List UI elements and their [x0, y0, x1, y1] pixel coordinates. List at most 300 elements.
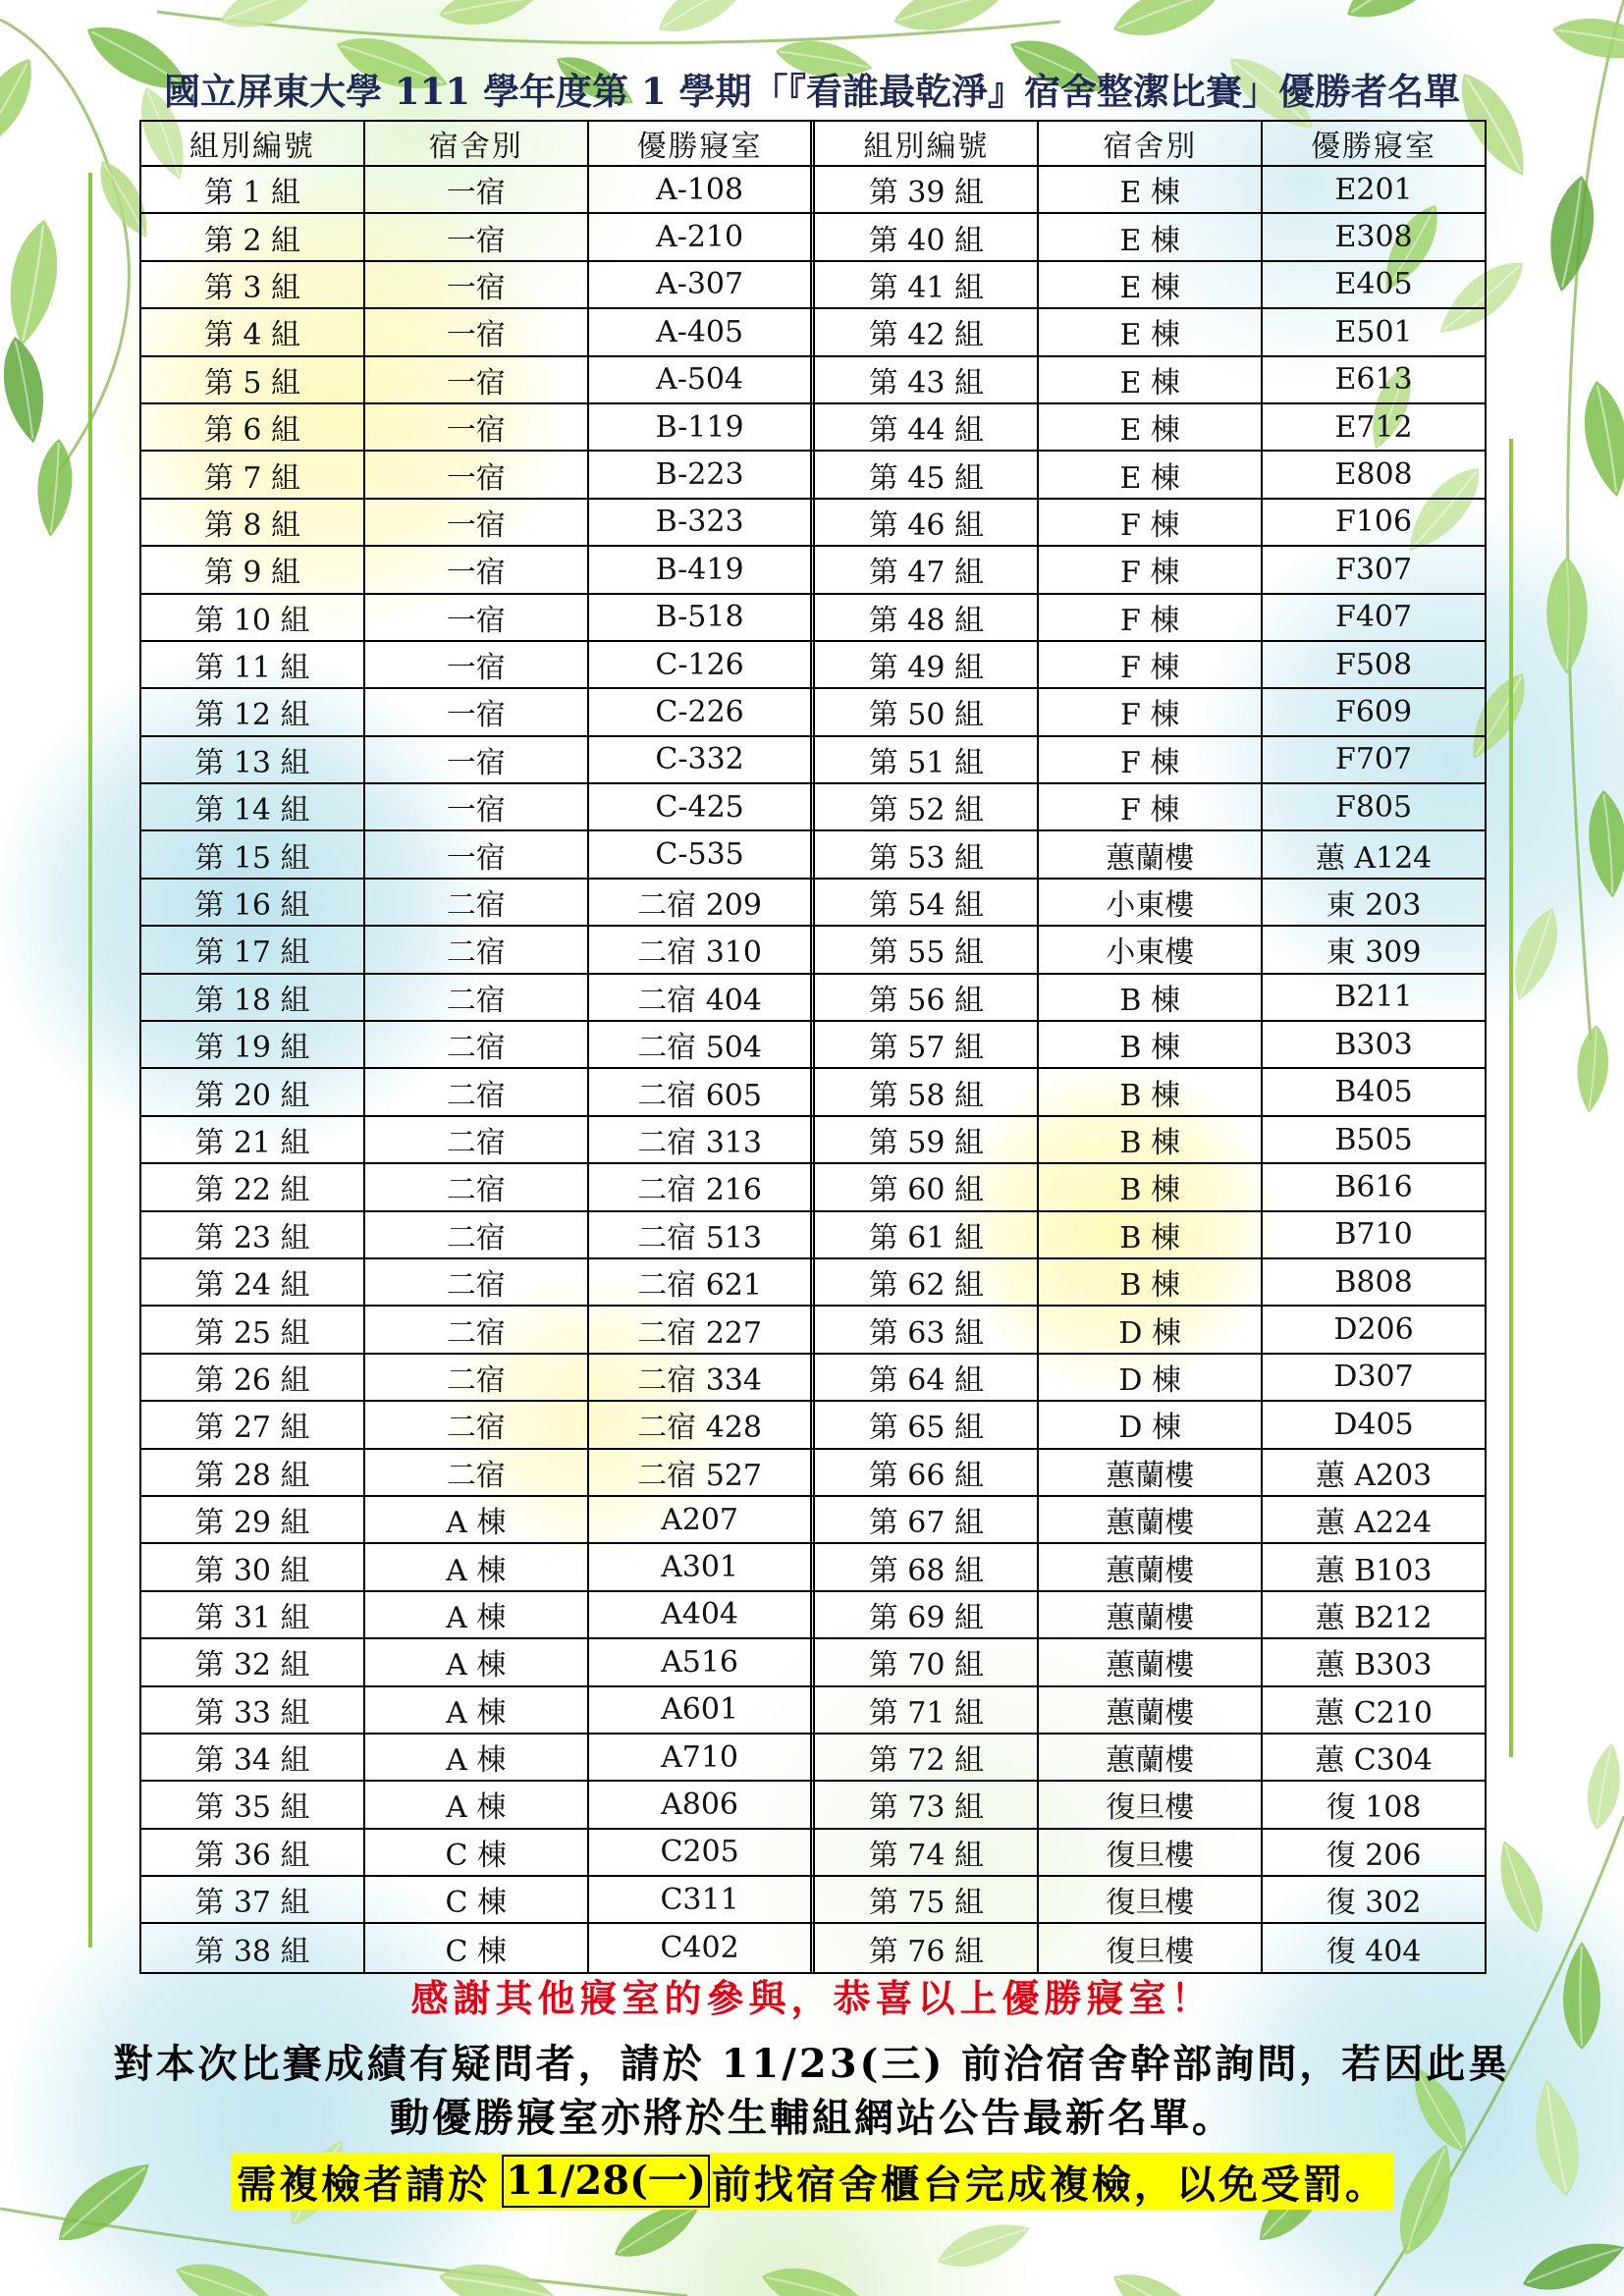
group-number-cell: 第 64 組: [815, 1355, 1039, 1400]
winning-room-cell: 東 203: [1326, 888, 1422, 924]
dorm-cell: A 棟: [365, 1497, 589, 1542]
winning-room-cell: B303: [1334, 1027, 1413, 1062]
group-number-cell: 第 44 組: [815, 404, 1039, 450]
group-number-cell: 第 39 組: [815, 167, 1039, 212]
table-row: [141, 357, 1485, 404]
group-number-cell: 第 65 組: [815, 1402, 1039, 1447]
dorm-cell: 一宿: [365, 784, 589, 829]
winning-room-cell: 二宿 527: [589, 1450, 816, 1495]
group-number-cell: 第 35 組: [141, 1782, 365, 1827]
leaf-icon: [33, 437, 76, 538]
table-row: [141, 1259, 1485, 1307]
table-row: [141, 784, 1485, 831]
table-row: [141, 1307, 1485, 1354]
group-number-cell: 第 66 組: [815, 1450, 1039, 1495]
winning-room-cell: B405: [1334, 1075, 1413, 1110]
dorm-cell: 復旦樓: [1039, 1782, 1263, 1827]
winning-room-cell: A516: [589, 1639, 816, 1684]
group-number-cell: 第 37 組: [141, 1877, 365, 1922]
group-number-cell: 第 15 組: [141, 831, 365, 877]
group-number-cell: 第 49 組: [815, 642, 1039, 687]
winning-room-cell: A710: [589, 1735, 816, 1780]
dorm-cell: E 棟: [1039, 452, 1263, 497]
dorm-cell: B 棟: [1039, 1212, 1263, 1257]
winning-room-cell: 二宿 209: [589, 880, 816, 925]
dorm-cell: 一宿: [365, 831, 589, 877]
table-row: [141, 404, 1485, 452]
winning-room-cell: A207: [589, 1497, 816, 1542]
dorm-cell: 小東樓: [1039, 927, 1263, 972]
group-number-cell: 第 47 組: [815, 547, 1039, 592]
dorm-cell: E 棟: [1039, 357, 1263, 402]
winning-room-cell: A-307: [589, 262, 816, 307]
winning-room-cell: 復 108: [1326, 1790, 1422, 1826]
dorm-cell: F 棟: [1039, 547, 1263, 592]
dorm-cell: 一宿: [365, 214, 589, 259]
winning-room-cell: B505: [1334, 1122, 1413, 1157]
dorm-cell: 二宿: [365, 1164, 589, 1209]
dorm-cell: A 棟: [365, 1592, 589, 1637]
winning-room-cell: F407: [1335, 600, 1413, 635]
group-number-cell: 第 10 組: [141, 595, 365, 640]
group-number-cell: 第 56 組: [815, 975, 1039, 1020]
leaf-icon: [1546, 557, 1587, 674]
table-row: [141, 1735, 1485, 1782]
winning-room-cell: 蕙 B212: [1315, 1600, 1433, 1635]
table-row: [141, 262, 1485, 309]
dorm-cell: E 棟: [1039, 262, 1263, 307]
leaf-icon: [1549, 11, 1624, 66]
leaf-icon: [1517, 2230, 1624, 2296]
header-winning-room: 優勝寢室: [1311, 130, 1437, 164]
winning-room-cell: B-223: [589, 452, 816, 497]
inquiry-note-line-2: 動優勝寢室亦將於生輔組網站公告最新名單。: [390, 2095, 1234, 2141]
dorm-cell: F 棟: [1039, 737, 1263, 782]
winning-room-cell: 蕙 C304: [1315, 1743, 1433, 1779]
group-number-cell: 第 42 組: [815, 309, 1039, 354]
dorm-cell: C 棟: [365, 1877, 589, 1922]
winning-room-cell: B-518: [589, 595, 816, 640]
group-number-cell: 第 51 組: [815, 737, 1039, 782]
leaf-icon: [1489, 1835, 1554, 1939]
dorm-cell: 二宿: [365, 1069, 589, 1114]
group-number-cell: 第 32 組: [141, 1639, 365, 1684]
winning-room-cell: E201: [1334, 172, 1413, 207]
winning-room-cell: 復 404: [1326, 1934, 1422, 1969]
winning-room-cell: 二宿 513: [589, 1212, 816, 1257]
group-number-cell: 第 57 組: [815, 1022, 1039, 1067]
winning-room-cell: 二宿 334: [589, 1355, 816, 1400]
group-number-cell: 第 16 組: [141, 880, 365, 925]
winning-room-cell: 二宿 621: [589, 1259, 816, 1305]
winning-room-cell: A-108: [589, 167, 816, 212]
leaf-icon: [1105, 2261, 1217, 2296]
group-number-cell: 第 7 組: [141, 452, 365, 497]
group-number-cell: 第 2 組: [141, 214, 365, 259]
group-number-cell: 第 45 組: [815, 452, 1039, 497]
dorm-cell: 蕙蘭樓: [1039, 1592, 1263, 1637]
winning-room-cell: 蕙 B103: [1315, 1553, 1433, 1588]
left-decor-line: [88, 173, 92, 1948]
winning-room-cell: B-119: [589, 404, 816, 450]
group-number-cell: 第 75 組: [815, 1877, 1039, 1922]
winning-room-cell: 蕙 B303: [1315, 1648, 1433, 1683]
dorm-cell: 二宿: [365, 975, 589, 1020]
leaf-icon: [1574, 1024, 1612, 1114]
group-number-cell: 第 20 組: [141, 1069, 365, 1114]
winning-room-cell: F508: [1335, 647, 1413, 682]
group-number-cell: 第 60 組: [815, 1164, 1039, 1209]
group-number-cell: 第 34 組: [141, 1735, 365, 1780]
dorm-cell: B 棟: [1039, 1117, 1263, 1162]
group-number-cell: 第 22 組: [141, 1164, 365, 1209]
winning-room-cell: A-405: [589, 309, 816, 354]
winning-room-cell: E308: [1334, 220, 1413, 255]
group-number-cell: 第 4 組: [141, 309, 365, 354]
table-row: [141, 689, 1485, 736]
dorm-cell: 一宿: [365, 167, 589, 212]
winning-room-cell: C-535: [589, 831, 816, 877]
winning-room-cell: A301: [589, 1544, 816, 1589]
header-dorm: 宿舍別: [365, 122, 589, 165]
winning-room-cell: 二宿 310: [589, 927, 816, 972]
dorm-cell: F 棟: [1039, 784, 1263, 829]
dorm-cell: 一宿: [365, 357, 589, 402]
table-row: [141, 1877, 1485, 1924]
dorm-cell: 蕙蘭樓: [1039, 1497, 1263, 1542]
group-number-cell: 第 67 組: [815, 1497, 1039, 1542]
winning-room-cell: A-210: [589, 214, 816, 259]
group-number-cell: 第 38 組: [141, 1924, 365, 1971]
table-row: [141, 1924, 1485, 1971]
thanks-message: 感謝其他寢室的參與，恭喜以上優勝寢室！: [410, 1976, 1214, 2020]
winning-room-cell: A601: [589, 1687, 816, 1733]
group-number-cell: 第 9 組: [141, 547, 365, 592]
dorm-cell: A 棟: [365, 1735, 589, 1780]
dorm-cell: 二宿: [365, 1402, 589, 1447]
group-number-cell: 第 69 組: [815, 1592, 1039, 1637]
winning-room-cell: F307: [1335, 552, 1413, 587]
group-number-cell: 第 8 組: [141, 500, 365, 545]
dorm-cell: D 棟: [1039, 1402, 1263, 1447]
winning-room-cell: 東 309: [1326, 935, 1422, 971]
table-row: [141, 1117, 1485, 1164]
dorm-cell: F 棟: [1039, 642, 1263, 687]
group-number-cell: 第 3 組: [141, 262, 365, 307]
group-number-cell: 第 53 組: [815, 831, 1039, 877]
dorm-cell: 二宿: [365, 1212, 589, 1257]
winning-room-cell: C311: [589, 1877, 816, 1922]
leaf-icon: [435, 2257, 558, 2296]
group-number-cell: 第 33 組: [141, 1687, 365, 1733]
leaf-icon: [757, 2259, 871, 2296]
leaf-icon: [650, 0, 762, 45]
dorm-cell: F 棟: [1039, 689, 1263, 734]
table-row: [141, 1355, 1485, 1402]
dorm-cell: C 棟: [365, 1830, 589, 1875]
dorm-cell: A 棟: [365, 1687, 589, 1733]
winning-room-cell: B211: [1334, 980, 1413, 1015]
table-row: [141, 1639, 1485, 1686]
group-number-cell: 第 30 組: [141, 1544, 365, 1589]
group-number-cell: 第 63 組: [815, 1307, 1039, 1352]
dorm-cell: B 棟: [1039, 1069, 1263, 1114]
winning-room-cell: 蕙 A203: [1315, 1458, 1433, 1493]
table-body: [141, 167, 1485, 1972]
leaf-icon: [1336, 0, 1469, 33]
table-row: [141, 1592, 1485, 1639]
table-row: [141, 1544, 1485, 1591]
group-number-cell: 第 5 組: [141, 357, 365, 402]
winning-room-cell: 復 302: [1326, 1886, 1422, 1921]
winning-room-cell: 二宿 313: [589, 1117, 816, 1162]
winning-room-cell: B616: [1334, 1169, 1413, 1204]
group-number-cell: 第 43 組: [815, 357, 1039, 402]
table-row: [141, 500, 1485, 547]
group-number-cell: 第 11 組: [141, 642, 365, 687]
group-number-cell: 第 24 組: [141, 1259, 365, 1305]
dorm-cell: 一宿: [365, 309, 589, 354]
dorm-cell: 復旦樓: [1039, 1830, 1263, 1875]
winning-room-cell: C402: [589, 1924, 816, 1971]
group-number-cell: 第 59 組: [815, 1117, 1039, 1162]
group-number-cell: 第 21 組: [141, 1117, 365, 1162]
winning-room-cell: 復 206: [1326, 1838, 1422, 1873]
leaf-icon: [170, 2252, 284, 2296]
table-row: [141, 1164, 1485, 1211]
group-number-cell: 第 13 組: [141, 737, 365, 782]
dorm-cell: 一宿: [365, 262, 589, 307]
table-row: [141, 167, 1485, 214]
leaf-icon: [1577, 377, 1624, 500]
group-number-cell: 第 74 組: [815, 1830, 1039, 1875]
winning-room-cell: 二宿 216: [589, 1164, 816, 1209]
winning-room-cell: E613: [1334, 362, 1413, 398]
group-number-cell: 第 55 組: [815, 927, 1039, 972]
dorm-cell: B 棟: [1039, 975, 1263, 1020]
leaf-icon: [1107, 0, 1231, 48]
table-row: [141, 737, 1485, 784]
winning-room-cell: D307: [1333, 1360, 1414, 1395]
dorm-cell: 一宿: [365, 452, 589, 497]
table-row: [141, 309, 1485, 356]
winning-room-cell: D405: [1333, 1407, 1414, 1442]
winning-room-cell: 二宿 227: [589, 1307, 816, 1352]
leaf-icon: [0, 334, 52, 447]
group-number-cell: 第 70 組: [815, 1639, 1039, 1684]
dorm-cell: B 棟: [1039, 1022, 1263, 1067]
winning-room-cell: E808: [1334, 457, 1413, 493]
winning-room-cell: 蕙 C210: [1315, 1695, 1433, 1731]
winning-room-cell: F805: [1335, 789, 1413, 825]
dorm-cell: 蕙蘭樓: [1039, 831, 1263, 877]
group-number-cell: 第 72 組: [815, 1735, 1039, 1780]
dorm-cell: 一宿: [365, 642, 589, 687]
table-row: [141, 1687, 1485, 1735]
group-number-cell: 第 25 組: [141, 1307, 365, 1352]
winning-room-cell: E501: [1334, 314, 1413, 349]
recheck-notice: [0, 2153, 1624, 2210]
dorm-cell: 一宿: [365, 689, 589, 734]
group-number-cell: 第 61 組: [815, 1212, 1039, 1257]
right-decor-line: [1509, 439, 1513, 1757]
winning-room-cell: B-419: [589, 547, 816, 592]
group-number-cell: 第 40 組: [815, 214, 1039, 259]
leaf-icon: [214, 0, 328, 39]
header-winning-room: 優勝寢室: [589, 122, 816, 165]
dorm-cell: A 棟: [365, 1639, 589, 1684]
group-number-cell: 第 14 組: [141, 784, 365, 829]
dorm-cell: 二宿: [365, 927, 589, 972]
dorm-cell: 二宿: [365, 880, 589, 925]
group-number-cell: 第 31 組: [141, 1592, 365, 1637]
group-number-cell: 第 12 組: [141, 689, 365, 734]
leaf-icon: [932, 2213, 1036, 2278]
group-number-cell: 第 28 組: [141, 1450, 365, 1495]
table-row: [141, 1450, 1485, 1497]
dorm-cell: 蕙蘭樓: [1039, 1687, 1263, 1733]
table-row: [141, 831, 1485, 879]
group-number-cell: 第 17 組: [141, 927, 365, 972]
group-number-cell: 第 29 組: [141, 1497, 365, 1542]
table-row: [141, 1212, 1485, 1259]
winning-room-cell: A-504: [589, 357, 816, 402]
dorm-cell: E 棟: [1039, 167, 1263, 212]
table-row: [141, 1497, 1485, 1544]
dorm-cell: 蕙蘭樓: [1039, 1544, 1263, 1589]
group-number-cell: 第 76 組: [815, 1924, 1039, 1971]
recheck-text-after: 前找宿舍櫃台完成複檢，以免受罰。: [711, 2161, 1387, 2208]
dorm-cell: E 棟: [1039, 214, 1263, 259]
winning-room-cell: B808: [1334, 1264, 1413, 1300]
winning-room-cell: F707: [1335, 742, 1413, 777]
winners-table: [139, 120, 1487, 1974]
dorm-cell: D 棟: [1039, 1355, 1263, 1400]
winning-room-cell: F106: [1335, 505, 1413, 540]
dorm-cell: 一宿: [365, 500, 589, 545]
dorm-cell: B 棟: [1039, 1164, 1263, 1209]
winning-room-cell: B710: [1334, 1217, 1413, 1253]
winning-room-cell: C205: [589, 1830, 816, 1875]
dorm-cell: E 棟: [1039, 404, 1263, 450]
group-number-cell: 第 48 組: [815, 595, 1039, 640]
dorm-cell: 二宿: [365, 1022, 589, 1067]
dorm-cell: C 棟: [365, 1924, 589, 1971]
header-dorm: 宿舍別: [1039, 122, 1263, 165]
recheck-highlight: [231, 2153, 1393, 2210]
recheck-date-box: 11/28(一): [502, 2155, 710, 2208]
group-number-cell: 第 54 組: [815, 880, 1039, 925]
page-title: 國立屏東大學 111 學年度第 1 學期「『看誰最乾淨』宿舍整潔比賽」優勝者名單: [163, 70, 1460, 113]
table-row: [141, 1782, 1485, 1829]
dorm-cell: 復旦樓: [1039, 1924, 1263, 1971]
winning-room-cell: 二宿 504: [589, 1022, 816, 1067]
winning-room-cell: D206: [1333, 1312, 1414, 1348]
table-row: [141, 595, 1485, 642]
header-group-number: 組別編號: [141, 122, 365, 165]
dorm-cell: 小東樓: [1039, 880, 1263, 925]
dorm-cell: B 棟: [1039, 1259, 1263, 1305]
dorm-cell: 蕙蘭樓: [1039, 1735, 1263, 1780]
table-row: [141, 642, 1485, 689]
table-row: [141, 547, 1485, 594]
dorm-cell: 蕙蘭樓: [1039, 1639, 1263, 1684]
group-number-cell: 第 58 組: [815, 1069, 1039, 1114]
group-number-cell: 第 46 組: [815, 500, 1039, 545]
group-number-cell: 第 19 組: [141, 1022, 365, 1067]
table-row: [141, 1830, 1485, 1877]
dorm-cell: 一宿: [365, 404, 589, 450]
table-row: [141, 1022, 1485, 1069]
group-number-cell: 第 36 組: [141, 1830, 365, 1875]
header-group-number: 組別編號: [815, 122, 1039, 165]
leaf-icon: [1585, 788, 1624, 899]
winning-room-cell: A404: [589, 1592, 816, 1637]
winning-room-cell: C-425: [589, 784, 816, 829]
group-number-cell: 第 23 組: [141, 1212, 365, 1257]
dorm-cell: 二宿: [365, 1117, 589, 1162]
winning-room-cell: 蕙 A124: [1315, 840, 1433, 876]
leaf-icon: [0, 216, 66, 349]
group-number-cell: 第 52 組: [815, 784, 1039, 829]
dorm-cell: F 棟: [1039, 500, 1263, 545]
table-row: [141, 214, 1485, 261]
winning-room-cell: E712: [1334, 409, 1413, 445]
winning-room-cell: 二宿 404: [589, 975, 816, 1020]
recheck-text-before: 需複檢者請於: [237, 2161, 491, 2208]
dorm-cell: 二宿: [365, 1450, 589, 1495]
dorm-cell: 二宿: [365, 1307, 589, 1352]
dorm-cell: A 棟: [365, 1544, 589, 1589]
winning-room-cell: F609: [1335, 694, 1413, 729]
dorm-cell: 一宿: [365, 595, 589, 640]
winning-room-cell: E405: [1334, 267, 1413, 302]
winning-room-cell: 二宿 605: [589, 1069, 816, 1114]
dorm-cell: F 棟: [1039, 595, 1263, 640]
group-number-cell: 第 62 組: [815, 1259, 1039, 1305]
winning-room-cell: C-332: [589, 737, 816, 782]
group-number-cell: 第 26 組: [141, 1355, 365, 1400]
table-row: [141, 975, 1485, 1022]
leaf-icon: [436, 0, 538, 31]
winning-room-cell: A806: [589, 1782, 816, 1827]
winning-room-cell: C-226: [589, 689, 816, 734]
table-row: [141, 927, 1485, 974]
winning-room-cell: 二宿 428: [589, 1402, 816, 1447]
winning-room-cell: C-126: [589, 642, 816, 687]
table-row: [141, 1069, 1485, 1116]
group-number-cell: 第 18 組: [141, 975, 365, 1020]
dorm-cell: D 棟: [1039, 1307, 1263, 1352]
dorm-cell: A 棟: [365, 1782, 589, 1827]
table-row: [141, 1402, 1485, 1449]
dorm-cell: 一宿: [365, 737, 589, 782]
dorm-cell: 一宿: [365, 547, 589, 592]
group-number-cell: 第 73 組: [815, 1782, 1039, 1827]
leaf-icon: [1542, 172, 1602, 294]
dorm-cell: 二宿: [365, 1259, 589, 1305]
group-number-cell: 第 68 組: [815, 1544, 1039, 1589]
table-row: [141, 452, 1485, 499]
group-number-cell: 第 71 組: [815, 1687, 1039, 1733]
table-row: [141, 880, 1485, 927]
group-number-cell: 第 41 組: [815, 262, 1039, 307]
dorm-cell: 二宿: [365, 1355, 589, 1400]
dorm-cell: E 棟: [1039, 309, 1263, 354]
group-number-cell: 第 27 組: [141, 1402, 365, 1447]
winning-room-cell: 蕙 A224: [1315, 1506, 1433, 1541]
table-header-row: [141, 122, 1485, 167]
